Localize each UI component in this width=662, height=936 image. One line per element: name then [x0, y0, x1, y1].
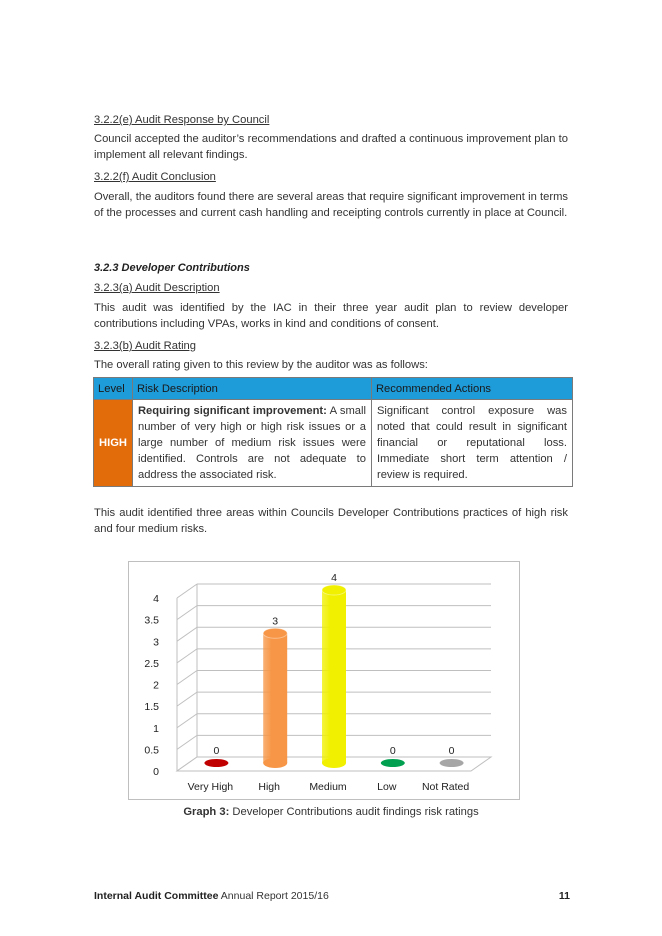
section-heading-audit-rating: 3.2.3(b) Audit Rating — [94, 340, 196, 352]
bar — [322, 590, 346, 763]
x-tick-label: Low — [377, 781, 397, 793]
table-row — [94, 400, 573, 487]
risk-description-lead: Requiring significant improvement: — [137, 405, 327, 417]
level-badge: HIGH — [94, 400, 133, 487]
data-label: 4 — [331, 572, 337, 584]
y-tick-label: 1.5 — [144, 701, 159, 714]
grid-side-line — [177, 735, 197, 749]
recommended-actions-cell: Significant control exposure was noted that could result in significant financial or reputational loss. Immediate short term attention / review is required. — [371, 400, 572, 487]
bar-base — [322, 758, 346, 768]
bar — [263, 633, 287, 763]
y-tick-label: 1 — [153, 722, 159, 735]
data-label: 3 — [272, 615, 279, 628]
data-label: 0 — [448, 745, 455, 757]
bar-zero-disc — [204, 759, 228, 767]
grid-side-line — [177, 584, 197, 598]
paragraph-audit-response: Council accepted the auditor’s recommendations and drafted a continuous improvement plan to implement all relevant findings. — [94, 133, 568, 161]
y-tick-label: 4 — [153, 593, 159, 605]
data-label: 0 — [389, 745, 396, 757]
footer-org: Internal Audit Committee — [94, 890, 219, 902]
caption-label: Graph 3: — [183, 806, 230, 818]
grid-side-line — [177, 692, 197, 706]
x-tick-label: Very High — [187, 781, 234, 793]
bar-chart — [129, 562, 519, 799]
footer-report: Annual Report 2015/16 — [218, 890, 329, 902]
y-tick-label: 0.5 — [144, 744, 159, 757]
paragraph-audit-conclusion: Overall, the auditors found there are several areas that require significant improvement in terms of the processes and current cash handling and receipting controls currently in place at Council. — [94, 191, 568, 219]
grid-side-line — [177, 606, 197, 620]
data-label: 0 — [213, 745, 220, 757]
chart-frame — [128, 561, 520, 800]
bar-zero-disc — [440, 759, 464, 767]
bar-top — [322, 585, 346, 595]
section-heading-developer-contributions: 3.2.3 Developer Contributions — [94, 262, 250, 274]
y-tick-label: 2 — [153, 679, 159, 692]
header-risk-description: Risk Description — [132, 378, 371, 400]
section-heading-audit-response: 3.2.2(e) Audit Response by Council — [94, 114, 270, 126]
paragraph-summary: This audit identified three areas within Councils Developer Contributions practices of high risk and four medium risks. — [94, 507, 568, 535]
grid-side-line — [177, 671, 197, 685]
x-tick-label: Medium — [309, 781, 347, 793]
header-level: Level — [94, 378, 133, 400]
header-recommended-actions: Recommended Actions — [371, 378, 572, 400]
section-heading-audit-conclusion: 3.2.2(f) Audit Conclusion — [94, 171, 216, 183]
rating-table — [93, 377, 573, 487]
x-tick-label: Not Rated — [421, 781, 470, 793]
paragraph-audit-rating: The overall rating given to this review by the auditor was as follows: — [94, 359, 428, 371]
y-tick-label: 2.5 — [144, 657, 159, 670]
rating-table-header — [94, 378, 573, 400]
bar-zero-disc — [381, 759, 405, 767]
grid-side-line — [177, 627, 197, 641]
section-heading-audit-description: 3.2.3(a) Audit Description — [94, 282, 220, 294]
y-tick-label: 0 — [153, 766, 159, 778]
paragraph-audit-description: This audit was identified by the IAC in their three year audit plan to review developer contributions including VPAs, works in kind and conditions of consent. — [94, 302, 568, 330]
chart-caption — [0, 806, 662, 818]
page-footer — [94, 890, 570, 902]
page-number: 11 — [558, 890, 570, 902]
risk-description-cell — [132, 400, 371, 487]
risk-description-text: A small number of very high or high risk issues or a large number of medium risk issues were identified. Controls are not adequate to address the associated risk. — [137, 405, 366, 481]
caption-text: Developer Contributions audit findings risk ratings — [229, 806, 479, 818]
bar-top — [263, 628, 287, 638]
bar-base — [263, 758, 287, 768]
y-tick-label: 3 — [153, 636, 159, 649]
grid-side-line — [177, 649, 197, 663]
y-tick-label: 3.5 — [144, 614, 159, 627]
grid-side-line — [177, 714, 197, 728]
x-tick-label: High — [258, 781, 281, 793]
